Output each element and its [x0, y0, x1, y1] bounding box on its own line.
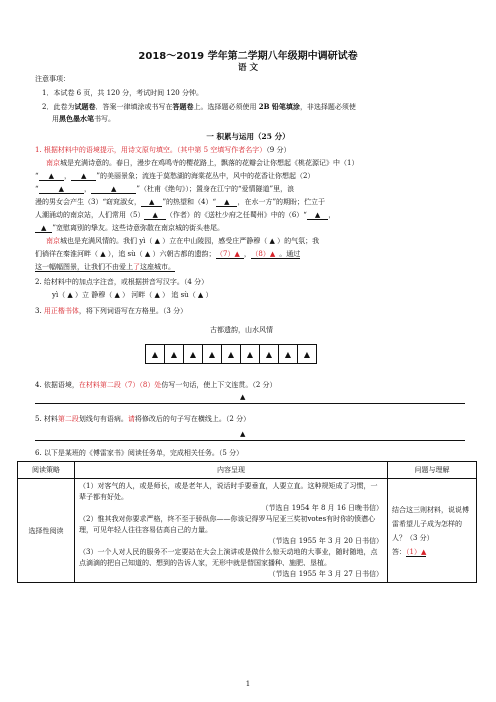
q1-para1-line3: “ ▲ ， ▲ ”（杜甫《绝句》）；置身在江宁的“爱情隧道”里，浪	[35, 185, 295, 193]
page-number: 1	[245, 680, 251, 688]
q3-writing-grid	[145, 344, 317, 364]
notice-item-1: 1．本试卷 6 页，共 120 分，考试时间 120 分钟。	[42, 89, 203, 97]
letter-source-3: （节选自 1955 年 3 月 27 日书信）	[268, 570, 383, 578]
q1-para1-line4: 漫的男女会产生（3）“窈窕淑女， ▲ ”的热望和（4）“ ▲ ，在水一方”的期盼；伫立于	[35, 198, 326, 206]
table-header: 阅读策略	[18, 462, 75, 479]
q1-para2-line2: 们徜徉在秦淮河畔（ ▲ ），追 sù（ ▲ ）六朝古都的遗韵； （7）▲ ， （8）▲ 。通过	[35, 250, 301, 258]
grid-cell[interactable]: ▲	[241, 345, 260, 363]
table-header-row	[18, 462, 477, 479]
grid-cell[interactable]: ▲	[222, 345, 241, 363]
grid-cell[interactable]: ▲	[203, 345, 222, 363]
exam-subject: 语 文	[238, 63, 258, 73]
q5-stem: 5. 材料第二段划线句有语病。请将修改后的句子写在横线上。（2 分）	[35, 415, 251, 423]
q3-stem: 3. 用正楷书体，将下列词语写在方格里。（3 分）	[35, 307, 188, 315]
q1-para2-line3: 这一幅幅图景，让我们不由爱上了这座城市。	[35, 263, 175, 271]
answer-field[interactable]: 答：（1）▲	[392, 547, 427, 556]
grid-cell[interactable]: ▲	[146, 345, 165, 363]
grid-cell[interactable]: ▲	[303, 349, 311, 359]
table-row	[18, 479, 477, 583]
q1-para2-line1: 南京城也是充满风情的。我们 yì（ ▲ ）立在中山陵园，感受庄严静穆（ ▲ ）的气氛；我	[46, 237, 320, 245]
q1-stem: 1. 根据材料中的语境提示，用诗文原句填空。（其中第 5 空填写作者名字）（9 分）	[35, 146, 291, 154]
grid-cell[interactable]: ▲	[184, 345, 203, 363]
reading-task-table	[17, 461, 477, 583]
content-cell	[75, 479, 388, 583]
q2-stem: 2. 给材料中的加点字注音，或根据拼音写汉字。（4 分）	[35, 278, 209, 286]
letter-excerpt-2: （2）惟其我对你要求严格，终不至于骄纵你——你该记得罗马尼亚三奖初votes有时你的愤懑心理，可见年轻人往往容易估高自己的力量。	[79, 515, 376, 534]
table-header: 问题与理解	[388, 462, 477, 479]
notice-item-2: 2．此卷为试题卷．答案一律填涂或书写在答题卷上。选择题必须使用 2B 铅笔填涂，非选择题必须使	[42, 102, 356, 111]
question-cell	[388, 479, 477, 583]
q1-para1-line5: 人潮涌动的南京站，人们常用（5） ▲ （作者）的《送杜少府之任蜀州》中的（6）“ ▲ ，	[35, 211, 336, 219]
notice-item-2-cont: 用黑色墨水笔书写。	[52, 114, 115, 123]
exam-title: 2018～2019 学年第二学期八年级期中调研试卷	[138, 51, 358, 62]
letter-excerpt-3: （3）一个人对人民的服务不一定要站在大会上演讲或是做什么惊天动地的大事业，随时随地，点点滴滴的把自己知道的、想到的告诉人家，无形中就是替国家播种、施肥、垦植。	[79, 548, 378, 567]
q4-stem: 4. 依据语境，在材料第二段（7）（8）处仿写一句话，使上下文连贯。（2 分）	[35, 381, 277, 389]
q1-para1-line2: “ ▲ ， ▲ ”的美丽景象；流连于莫愁湖的海棠花丛中，风中的花香让你想起（2）	[35, 172, 315, 180]
q1-para1-line6: ▲ ”宽慰离别的挚友。这些诗意弥散在南京城的街头巷尾。	[35, 223, 224, 233]
q2-items: yì（ ▲ ）立 静穆（ ▲ ） 河畔（ ▲ ） 追 sù（ ▲ ）	[52, 291, 213, 299]
grid-cell[interactable]: ▲	[279, 345, 298, 363]
letter-excerpt-1: （1）对客气的人，或是师长，或是老年人，说话时手要垂直，人要立直。这种规矩成了习惯，一辈子都有好处。	[79, 482, 378, 501]
q4-answer-line[interactable]	[35, 403, 465, 404]
q3-words: 古都遗韵，山水风情	[210, 326, 273, 334]
question-text: 结合这三则材料，说说傅雷希望儿子成为怎样的人？（3 分）	[392, 505, 469, 542]
letter-source-1: （节选自 1954 年 8 月 16 日晚书信）	[261, 504, 383, 512]
q4-answer-marker: ▲	[240, 393, 246, 401]
q5-answer-line[interactable]	[35, 440, 465, 441]
q6-stem: 6. 以下是某班的《傅雷家书》阅读任务单，完成相关任务。（5 分）	[35, 449, 244, 457]
notice-heading: 注意事项：	[35, 75, 70, 83]
section-heading: 一 积累与运用（25 分）	[206, 132, 290, 141]
table-header: 内容呈现	[75, 462, 388, 479]
letter-source-2: （节选自 1955 年 3 月 20 日书信）	[268, 537, 383, 545]
strategy-cell: 选择性阅读	[18, 479, 75, 583]
grid-cell[interactable]: ▲	[165, 345, 184, 363]
q1-para1-line1: 南京城是充满诗意的。春日，漫步在鸡鸣寺的樱花路上，飘落的花瓣会让你想起《桃花源记》中（1）	[46, 159, 359, 167]
grid-cell[interactable]: ▲	[260, 345, 279, 363]
q5-answer-marker: ▲	[240, 430, 246, 438]
